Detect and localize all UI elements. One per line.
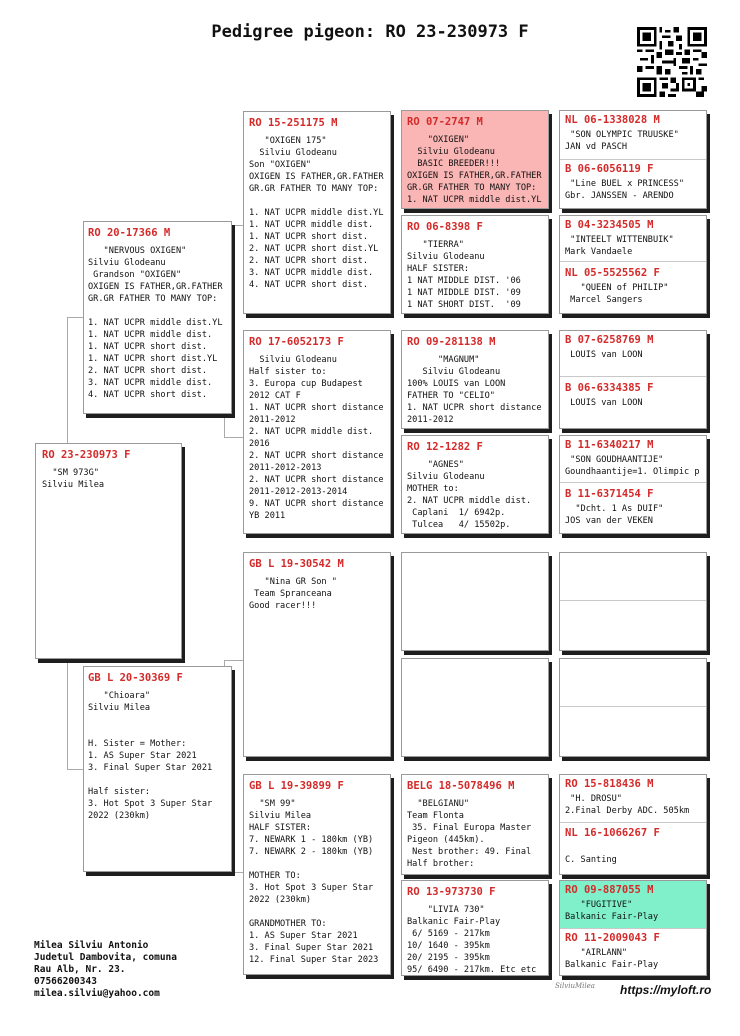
- connector-line: [67, 769, 83, 770]
- ring-number: B 11-6371454 F: [565, 488, 654, 500]
- ring-number: B 06-6056119 F: [565, 163, 654, 175]
- ancestor-column-box[interactable]: [559, 110, 707, 209]
- grandmother-paternal-card[interactable]: [243, 330, 391, 534]
- pigeon-info: Silviu Glodeanu Half sister to: 3. Europa cup Budapest 2012 CAT F 1. NAT UCPR short distance 2011-2012 2. NAT UCPR middle dist. 2016 2. NAT UCPR short distance 2011-2012-2013 2. NAT UCPR short distance 2011-2012-2013-2014 9. NAT UCPR short distance YB 2011: [249, 355, 384, 521]
- connector-line: [67, 317, 83, 318]
- ring-number: GB L 19-39899 F: [249, 780, 344, 792]
- connector-line: [224, 660, 243, 661]
- ring-number: GB L 20-30369 F: [88, 672, 183, 684]
- pigeon-info: "AIRLANN" Balkanic Fair-Play: [565, 948, 659, 970]
- great-grandparent-card[interactable]: [401, 435, 549, 534]
- pigeon-info: "LIVIA 730" Balkanic Fair-Play 6/ 5169 - 217km 10/ 1640 - 395km 20/ 2195 - 395km 95/ 6490 - 217km. Etc etc: [407, 905, 537, 975]
- pigeon-info: LOUIS van LOON: [565, 350, 643, 360]
- ring-number: RO 15-251175 M: [249, 117, 338, 129]
- owner-contact: Milea Silviu Antonio Judetul Dambovita, comuna Rau Alb, Nr. 23. 07566200343 milea.silviu@yahoo.com: [34, 940, 177, 999]
- grandfather-paternal-card[interactable]: [243, 111, 391, 314]
- ancestor-column-box[interactable]: [559, 774, 707, 875]
- pigeon-info: C. Santing: [565, 855, 617, 865]
- ancestor-column-box-empty[interactable]: [559, 658, 707, 757]
- pigeon-info: "QUEEN of PHILIP" Marcel Sangers: [570, 283, 669, 305]
- pigeon-info: "NERVOUS OXIGEN" Silviu Glodeanu Grandson "OXIGEN" OXIGEN IS FATHER,GR.FATHER GR.GR FATHER TO MANY TOP: 1. NAT UCPR middle dist.YL 1. NAT UCPR middle dist. 1. NAT UCPR short dist. 1. NAT UCPR short dist.YL 2. NAT UCPR short dist. 3. NAT UCPR middle dist. 4. NAT UCPR short dist.: [88, 246, 223, 400]
- ring-number: RO 09-281138 M: [407, 336, 496, 348]
- ring-number: RO 09-887055 M: [565, 884, 654, 896]
- ring-number: B 11-6340217 M: [565, 439, 654, 451]
- great-grandparent-card-empty[interactable]: [401, 552, 549, 651]
- ring-number: RO 20-17366 M: [88, 227, 171, 239]
- ancestor-column-box[interactable]: [559, 435, 707, 534]
- divider: [560, 706, 706, 707]
- divider: [560, 261, 706, 262]
- pigeon-info: "BELGIANU" Team Flonta 35. Final Europa Master Pigeon (445km). Nest brother: 49. Final Half brother:: [407, 799, 532, 869]
- signature: SilviuMilea: [555, 982, 595, 990]
- pigeon-info: "OXIGEN 175" Silviu Glodeanu Son "OXIGEN" OXIGEN IS FATHER,GR.FATHER GR.GR FATHER TO MANY TOP: 1. NAT UCPR middle dist.YL 1. NAT UCPR middle dist. 1. NAT UCPR short dist. 2. NAT UCPR short dist.YL 2. NAT UCPR short dist. 3. NAT UCPR middle dist. 4. NAT UCPR short dist.: [249, 136, 384, 290]
- great-grandparent-card[interactable]: [401, 330, 549, 429]
- divider: [560, 159, 706, 160]
- ring-number: RO 12-1282 F: [407, 441, 483, 453]
- connector-line: [224, 872, 243, 873]
- ring-number: RO 06-8398 F: [407, 221, 483, 233]
- pigeon-info: "FUGITIVE" Balkanic Fair-Play: [565, 900, 659, 922]
- ancestor-column-box[interactable]: [559, 880, 707, 976]
- pigeon-info: "Line BUEL x PRINCESS" Gbr. JANSSEN - ARENDO: [565, 179, 684, 201]
- ring-number: RO 13-973730 F: [407, 886, 496, 898]
- grandmother-maternal-card[interactable]: [243, 774, 391, 975]
- subject-card[interactable]: [35, 443, 182, 659]
- ring-number: RO 11-2009043 F: [565, 932, 660, 944]
- ring-number: RO 17-6052173 F: [249, 336, 344, 348]
- divider: [560, 376, 706, 377]
- divider: [560, 928, 706, 929]
- ring-number: BELG 18-5078496 M: [407, 780, 515, 792]
- pigeon-info: "TIERRA" Silviu Glodeanu HALF SISTER: 1 NAT MIDDLE DIST. '06 1 NAT MIDDLE DIST. '09 1 NAT SHORT DIST. '09: [407, 240, 521, 310]
- father-card[interactable]: [83, 221, 232, 414]
- pigeon-info: "MAGNUM" Silviu Glodeanu 100% LOUIS van LOON FATHER TO "CELIO" 1. NAT UCPR short distance 2011-2012: [407, 355, 542, 425]
- ring-number: NL 06-1338028 M: [565, 114, 660, 126]
- pigeon-info: "Chioara" Silviu Milea H. Sister = Mother: 1. AS Super Star 2021 3. Final Super Star 2021 Half sister: 3. Hot Spot 3 Super Star 2022 (230km): [88, 691, 213, 821]
- ancestor-column-box[interactable]: [559, 330, 707, 429]
- ring-number: GB L 19-30542 M: [249, 558, 344, 570]
- great-grandparent-card[interactable]: [401, 880, 549, 976]
- qr-code: [637, 27, 707, 97]
- pigeon-info: "Dcht. 1 As DUIF" JOS van der VEKEN: [565, 504, 664, 526]
- website-link[interactable]: https://myloft.ro: [620, 983, 712, 997]
- ring-number: B 06-6334385 F: [565, 382, 654, 394]
- pigeon-info: "SM 99" Silviu Milea HALF SISTER: 7. NEWARK 1 - 180km (YB) 7. NEWARK 2 - 180km (YB) MOTHER TO: 3. Hot Spot 3 Super Star 2022 (230km) GRANDMOTHER TO: 1. AS Super Star 2021 3. Final Super Star 2021 12. Final Super Star 2023: [249, 799, 379, 965]
- divider: [560, 822, 706, 823]
- great-grandparent-card-empty[interactable]: [401, 658, 549, 757]
- mother-card[interactable]: [83, 666, 232, 872]
- pigeon-info: "INTEELT WITTENBUIK" Mark Vandaele: [565, 235, 674, 257]
- pigeon-info: "H. DROSU" 2.Final Derby ADC. 505km: [565, 794, 690, 816]
- pigeon-info: "SON GOUDHAANTIJE" Goundhaantije=1. Olimpic p: [565, 455, 700, 477]
- ancestor-column-box-empty[interactable]: [559, 552, 707, 651]
- pigeon-info: "SM 973G" Silviu Milea: [42, 468, 105, 490]
- pigeon-info: "AGNES" Silviu Glodeanu MOTHER to: 2. NAT UCPR middle dist. Caplani 1/ 6942p. Tulcea 4/ 15502p.: [407, 460, 532, 530]
- connector-line: [224, 437, 243, 438]
- divider: [560, 482, 706, 483]
- ring-number: RO 23-230973 F: [42, 449, 131, 461]
- ring-number: B 07-6258769 M: [565, 334, 654, 346]
- page-title: Pedigree pigeon: RO 23-230973 F: [211, 22, 529, 42]
- pigeon-info: "OXIGEN" Silviu Glodeanu BASIC BREEDER!!! OXIGEN IS FATHER,GR.FATHER GR.GR FATHER TO MANY TOP: 1. NAT UCPR middle dist.YL: [407, 135, 542, 205]
- pigeon-info: "SON OLYMPIC TRUUSKE" JAN vd PASCH: [565, 130, 679, 152]
- ring-number: RO 07-2747 M: [407, 116, 483, 128]
- pigeon-info: LOUIS van LOON: [565, 398, 643, 408]
- divider: [560, 600, 706, 601]
- ring-number: RO 15-818436 M: [565, 778, 654, 790]
- great-grandparent-card[interactable]: [401, 110, 549, 209]
- ring-number: B 04-3234505 M: [565, 219, 654, 231]
- ancestor-column-box[interactable]: [559, 215, 707, 314]
- great-grandparent-card[interactable]: [401, 215, 549, 314]
- grandfather-maternal-card[interactable]: [243, 552, 391, 757]
- pigeon-info: "Nina GR Son " Team Spranceana Good racer!!!: [249, 577, 337, 611]
- great-grandparent-card[interactable]: [401, 774, 549, 875]
- ring-number: NL 16-1066267 F: [565, 827, 660, 839]
- ring-number: NL 05-5525562 F: [565, 267, 660, 279]
